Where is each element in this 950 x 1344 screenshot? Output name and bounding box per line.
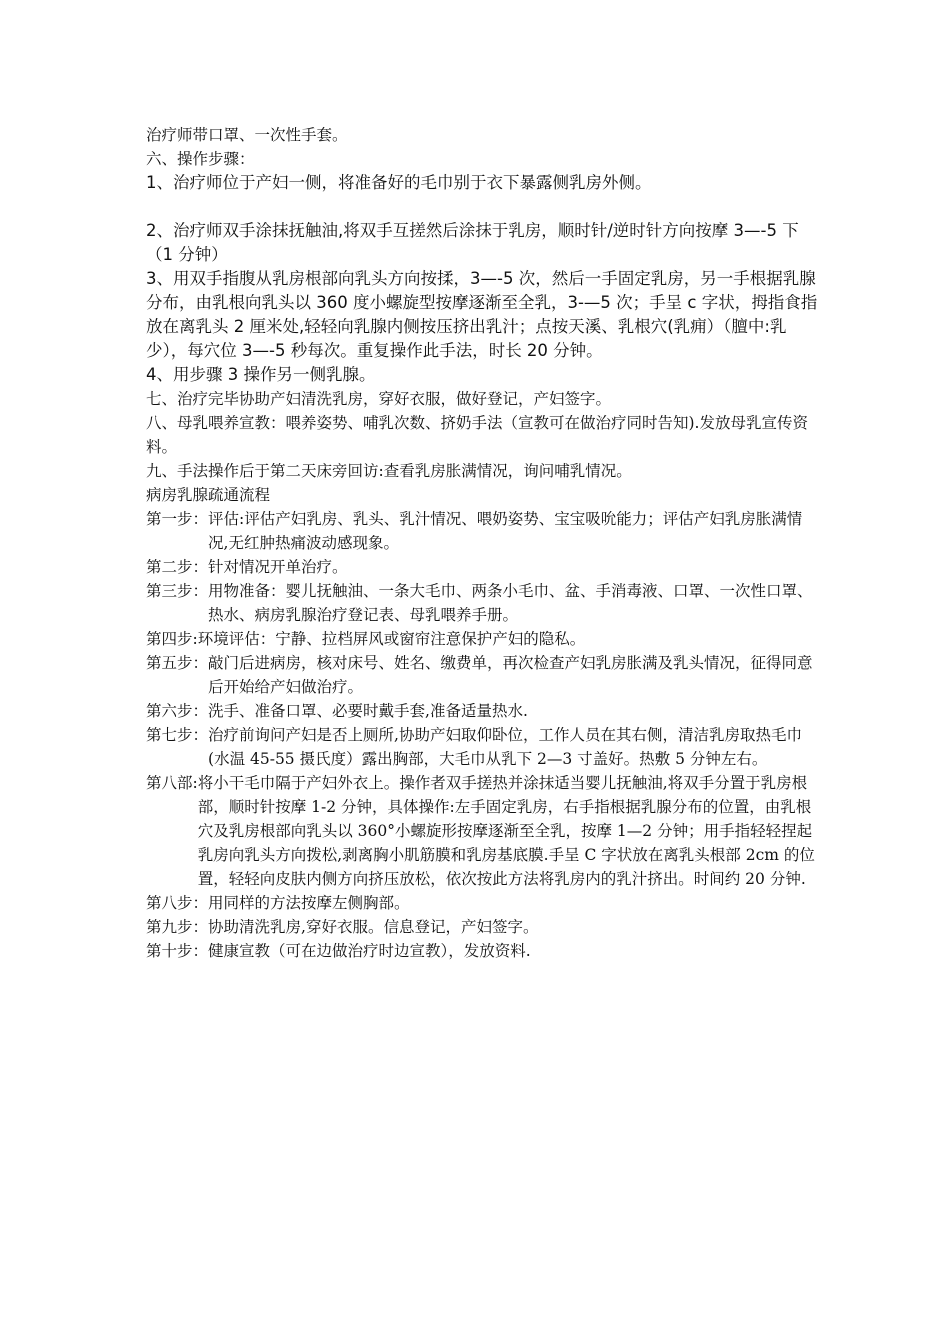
step-label: 第八部:	[146, 774, 198, 792]
blank-line	[146, 195, 818, 219]
step-label: 第六步：	[146, 702, 209, 720]
step-text: 用同样的方法按摩左侧胸部。	[208, 894, 410, 912]
step-label: 第三步：	[146, 582, 209, 600]
step-text: 洗手、准备口罩、必要时戴手套,准备适量热水.	[208, 702, 528, 720]
operation-step-4: 4、用步骤 3 操作另一侧乳腺。	[146, 365, 376, 384]
step-label: 第五步：	[146, 654, 209, 672]
process-step-8-part	[146, 771, 818, 891]
step-text: 用物准备：婴儿抚触油、一条大毛巾、两条小毛巾、盆、手消毒液、口罩、一次性口罩、热水、病房乳腺治疗登记表、母乳喂养手册。	[208, 582, 813, 624]
operation-step-2: 2、治疗师双手涂抹抚触油,将双手互搓然后涂抹于乳房，顺时针/逆时针方向按摩 3—-5 下（1 分钟）	[146, 221, 799, 264]
section-heading-follow-up: 九、手法操作后于第二天床旁回访:查看乳房胀满情况，询问哺乳情况。	[146, 462, 632, 480]
step-text: 评估:评估产妇乳房、乳头、乳汁情况、喂奶姿势、宝宝吸吮能力；评估产妇乳房胀满情况,无红肿热痛波动感现象。	[208, 510, 803, 552]
document-body	[146, 123, 818, 963]
process-step-4	[146, 627, 818, 651]
step-label: 第八步：	[146, 894, 209, 912]
ward-process-title: 病房乳腺疏通流程	[146, 486, 271, 504]
process-step-1	[146, 507, 818, 555]
process-step-2	[146, 555, 818, 579]
step-text: 敲门后进病房，核对床号、姓名、缴费单，再次检查产妇乳房胀满及乳头情况，征得同意后开始给产妇做治疗。	[208, 654, 813, 696]
step-text: 治疗前询问产妇是否上厕所,协助产妇取仰卧位，工作人员在其右侧，清洁乳房取热毛巾(水温 45-55 摄氏度）露出胸部，大毛巾从乳下 2—3 寸盖好。热敷 5 分钟左右。	[208, 726, 802, 768]
process-step-7	[146, 723, 818, 771]
section-heading-breastfeeding-education: 八、母乳喂养宣教：喂养姿势、哺乳次数、挤奶手法（宣教可在做治疗同时告知).发放母乳宣传资料。	[146, 414, 808, 456]
step-text: 环境评估：宁静、拉档屏风或窗帘注意保护产妇的隐私。	[197, 630, 586, 648]
section-heading-operation-steps: 六、操作步骤：	[146, 150, 255, 168]
step-label: 第二步：	[146, 558, 209, 576]
step-label: 第四步:	[146, 630, 198, 648]
process-step-3	[146, 579, 818, 627]
step-text: 健康宣教（可在边做治疗时边宣教），发放资料.	[208, 942, 531, 960]
process-step-6	[146, 699, 818, 723]
operation-step-1: 1、治疗师位于产妇一侧，将准备好的毛巾别于衣下暴露侧乳房外侧。	[146, 173, 652, 192]
paragraph-mask-gloves: 治疗师带口罩、一次性手套。	[146, 126, 348, 144]
step-label: 第一步：	[146, 510, 209, 528]
section-heading-completion: 七、治疗完毕协助产妇清洗乳房，穿好衣服，做好登记，产妇签字。	[146, 390, 612, 408]
step-label: 第七步：	[146, 726, 209, 744]
process-step-9	[146, 915, 818, 939]
process-step-10	[146, 939, 818, 963]
step-text: 针对情况开单治疗。	[208, 558, 348, 576]
step-text: 协助清洗乳房,穿好衣服。信息登记，产妇签字。	[208, 918, 539, 936]
step-text: 将小干毛巾隔于产妇外衣上。操作者双手搓热并涂抹适当婴儿抚触油,将双手分置于乳房根部，顺时针按摩 1-2 分钟，具体操作:左手固定乳房，右手指根据乳腺分布的位置，由乳根穴及乳房根部向乳头以 360°小螺旋形按摩逐渐至全乳，按摩 1—2 分钟；用手指轻轻捏起乳房向乳头方向拨松,剥离胸小肌筋膜和乳房基底膜.手呈 C 字状放在离乳头根部 2cm 的位置，轻轻向皮肤内侧方向挤压放松，依次按此方法将乳房内的乳汁挤出。时间约 20 分钟.	[197, 774, 815, 888]
operation-step-3: 3、用双手指腹从乳房根部向乳头方向按揉，3—-5 次，然后一手固定乳房，另一手根据乳腺分布，由乳根向乳头以 360 度小螺旋型按摩逐渐至全乳，3-—5 次；手呈 c 字状，拇指食指放在离乳头 2 厘米处,轻轻向乳腺内侧按压挤出乳汁；点按天溪、乳根穴(乳痈）（膻中:乳少），每穴位 3—-5 秒每次。重复操作此手法，时长 20 分钟。	[146, 269, 818, 360]
step-label: 第十步：	[146, 942, 209, 960]
process-step-8	[146, 891, 818, 915]
process-step-5	[146, 651, 818, 699]
step-label: 第九步：	[146, 918, 209, 936]
